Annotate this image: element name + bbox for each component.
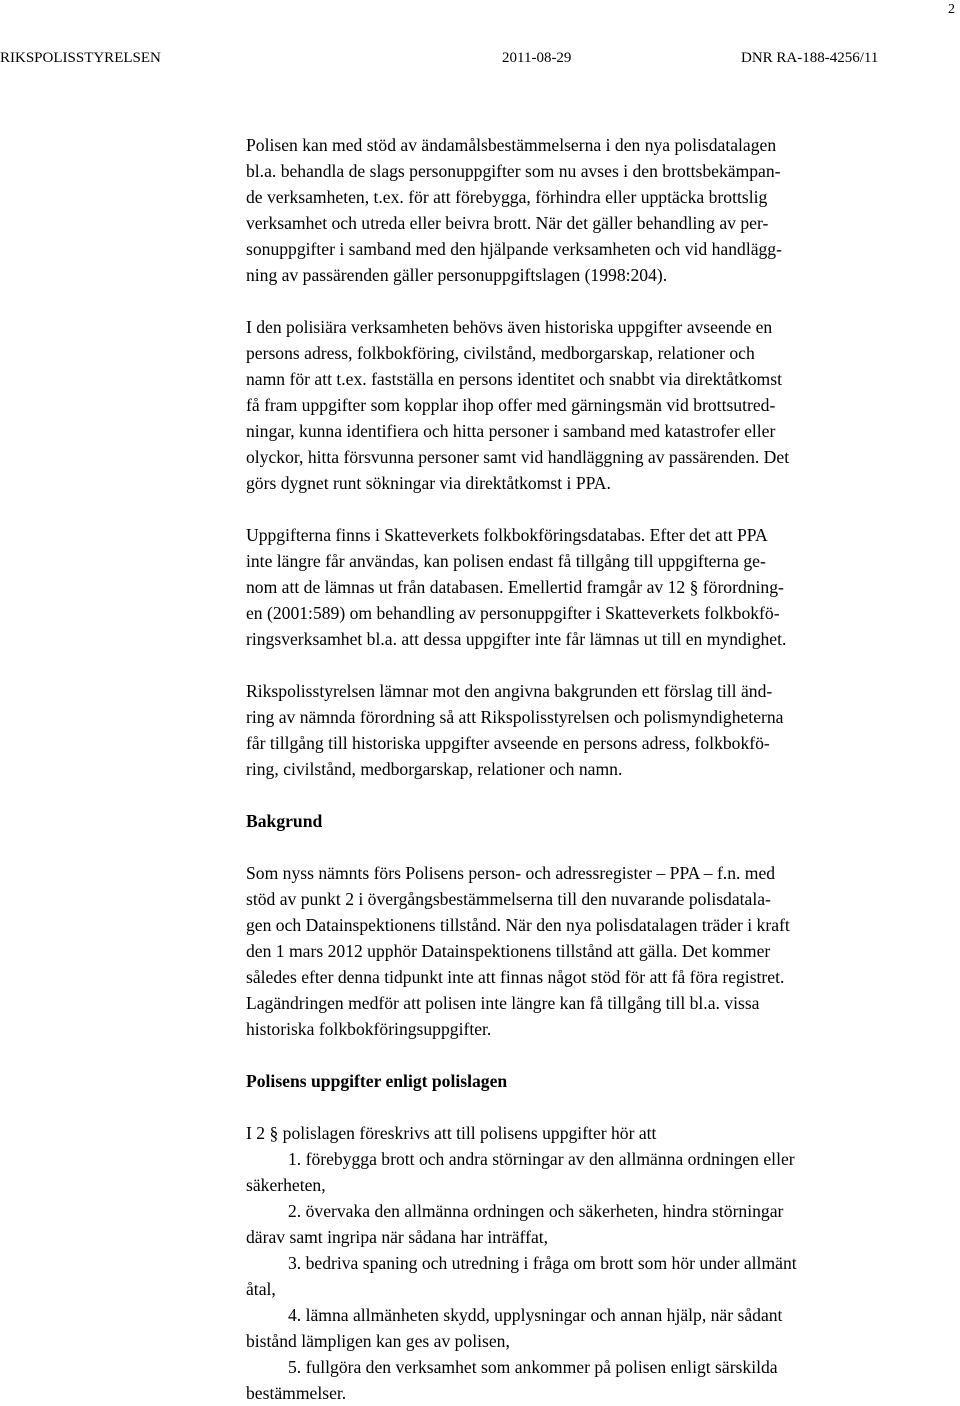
paragraph [246,860,956,1042]
text-line: den 1 mars 2012 upphör Datainspektionens tillstånd att gälla. Det kommer [246,941,771,961]
text-line: gen och Datainspektionens tillstånd. När den nya polisdatalagen träder i kraft [246,915,790,935]
text-line: bl.a. behandla de slags personuppgifter som nu avses i den brottsbekämpan- [246,161,781,181]
text-line: Lagändringen medför att polisen inte längre kan få tillgång till bl.a. vissa [246,993,760,1013]
paragraph [246,678,956,782]
list-item-continuation: säkerheten, [246,1175,326,1195]
text-line: ring, civilstånd, medborgarskap, relationer och namn. [246,759,623,779]
text-line: Uppgifterna finns i Skatteverkets folkbokföringsdatabas. Efter det att PPA [246,525,768,545]
page-number: 2 [948,2,955,17]
text-line: persons adress, folkbokföring, civilstånd, medborgarskap, relationer och [246,343,755,363]
list-item [246,1146,956,1198]
list-item-text: 4. lämna allmänheten skydd, upplysningar och annan hjälp, när sådant [288,1305,783,1325]
section-heading-background [246,808,956,834]
list-item-text: 3. bedriva spaning och utredning i fråga om brott som hör under allmänt [288,1253,797,1273]
text-line: en (2001:589) om behandling av personuppgifter i Skatteverkets folkbokfö- [246,603,780,623]
paragraph [246,314,956,496]
heading-text: Bakgrund [246,811,323,831]
text-line: de verksamheten, t.ex. för att förebygga, förhindra eller upptäcka brottslig [246,187,768,207]
list-item [246,1302,956,1354]
task-list [246,1120,956,1406]
list-item-continuation: bistånd lämpligen kan ges av polisen, [246,1331,510,1351]
list-item-continuation: därav samt ingripa när sådana har inträffat, [246,1227,549,1247]
text-line: ring av nämnda förordning så att Rikspolisstyrelsen och polismyndigheterna [246,707,784,727]
text-line: ningar, kunna identifiera och hitta personer i samband med katastrofer eller [246,421,776,441]
text-line: Som nyss nämnts förs Polisens person- och adressregister – PPA – f.n. med [246,863,776,883]
list-item [246,1250,956,1302]
paragraph [246,522,956,652]
list-item [246,1198,956,1250]
paragraph [246,132,956,288]
text-line: få fram uppgifter som kopplar ihop offer med gärningsmän vid brottsutred- [246,395,776,415]
header-dnr: DNR RA-188-4256/11 [741,50,879,66]
text-line: verksamhet och utreda eller beivra brott. När det gäller behandling av per- [246,213,769,233]
text-line: görs dygnet runt sökningar via direktåtkomst i PPA. [246,473,611,493]
text-line: namn för att t.ex. fastställa en persons identitet och snabbt via direktåtkomst [246,369,782,389]
document-body [246,132,956,1406]
document-header [0,48,960,68]
list-item [246,1354,956,1406]
list-item-text: 1. förebygga brott och andra störningar av den allmänna ordningen eller [288,1149,795,1169]
text-line: får tillgång till historiska uppgifter avseende en persons adress, folkbokfö- [246,733,770,753]
text-line: sonuppgifter i samband med den hjälpande verksamheten och vid handlägg- [246,239,782,259]
text-line: nom att de lämnas ut från databasen. Emellertid framgår av 12 § förordning- [246,577,784,597]
header-date: 2011-08-29 [502,50,572,66]
text-line: ringsverksamhet bl.a. att dessa uppgifter inte får lämnas ut till en myndighet. [246,629,787,649]
text-line: olyckor, hitta försvunna personer samt vid handläggning av passärenden. Det [246,447,790,467]
list-item-text: 2. övervaka den allmänna ordningen och säkerheten, hindra störningar [288,1201,784,1221]
text-line: stöd av punkt 2 i övergångsbestämmelserna till den nuvarande polisdatala- [246,889,771,909]
text-line: ning av passärenden gäller personuppgiftslagen (1998:204). [246,265,668,285]
text-line: Rikspolisstyrelsen lämnar mot den angivna bakgrunden ett förslag till änd- [246,681,773,701]
text-line: Polisen kan med stöd av ändamålsbestämmelserna i den nya polisdatalagen [246,135,777,155]
text-line: inte längre får användas, kan polisen endast få tillgång till uppgifterna ge- [246,551,766,571]
list-item-text: 5. fullgöra den verksamhet som ankommer på polisen enligt särskilda [288,1357,778,1377]
text-line: I den polisiära verksamheten behövs även historiska uppgifter avseende en [246,317,773,337]
heading-text: Polisens uppgifter enligt polislagen [246,1071,508,1091]
task-intro: I 2 § polislagen föreskrivs att till polisens uppgifter hör att [246,1123,657,1143]
text-line: historiska folkbokföringsuppgifter. [246,1019,492,1039]
header-organization: RIKSPOLISSTYRELSEN [0,50,161,66]
list-item-continuation: bestämmelser. [246,1383,347,1403]
text-line: således efter denna tidpunkt inte att finnas något stöd för att få föra registret. [246,967,785,987]
section-heading-police-tasks [246,1068,956,1094]
list-item-continuation: åtal, [246,1279,276,1299]
